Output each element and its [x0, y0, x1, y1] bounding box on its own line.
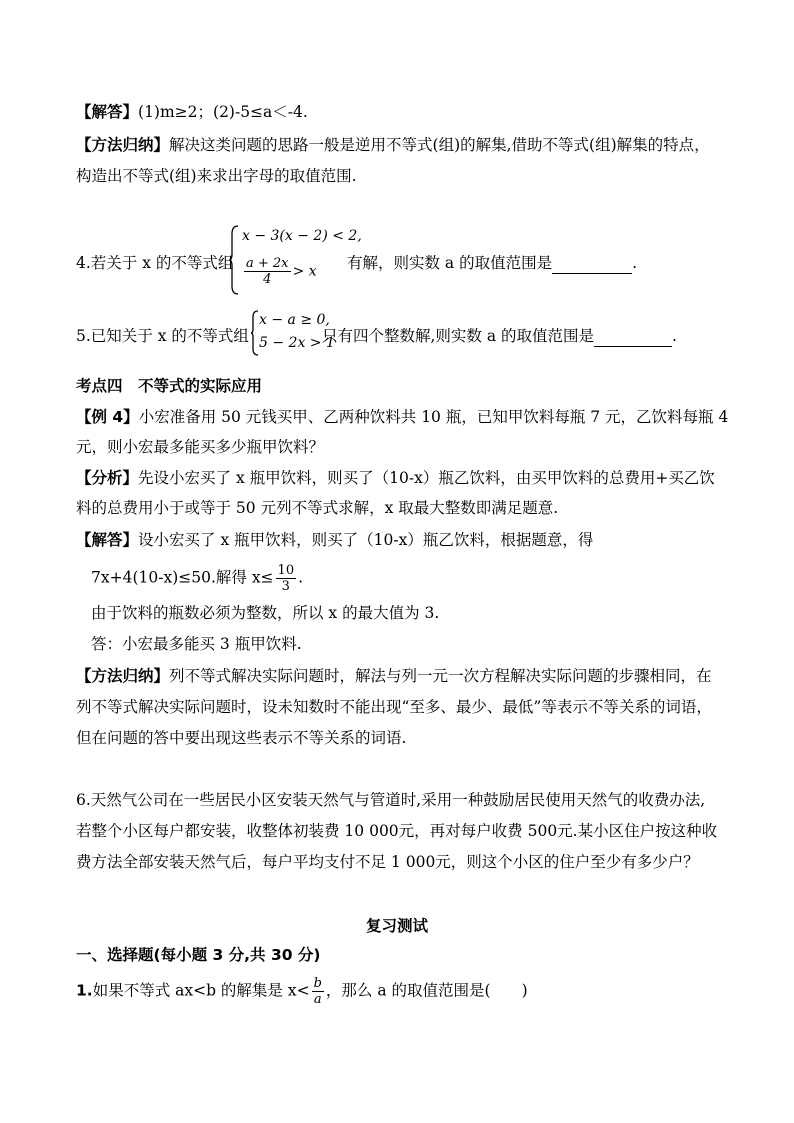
- method-summary-2-line-2: 列不等式解决实际问题时，设未知数时不能出现“至多、最少、最低”等表示不等关系的词语，: [76, 698, 712, 716]
- solution-fraction: $\frac{10}{3}$: [277, 563, 295, 594]
- q4-eq2-rest: > x: [292, 263, 317, 280]
- method-summary-1-line-2: 构造出不等式(组)来求出字母的取值范围.: [76, 167, 357, 185]
- example-4-line-2: 元，则小宏最多能买多少瓶甲饮料？: [76, 438, 325, 456]
- method-summary-2-line-1: 【方法归纳】列不等式解决实际问题时，解法与列一元一次方程解决实际问题的步骤相同，在: [76, 667, 712, 685]
- solution-line-3: 由于饮料的瓶数必须为整数，所以 x 的最大值为 3.: [91, 604, 440, 622]
- question-6-line-1: 6.天然气公司在一些居民小区安装天然气与管道时,采用一种鼓励居民使用天然气的收费办法,: [76, 791, 706, 809]
- solution-inequality: 7x+4(10-x)≤50.解得 x≤ $\frac{10}{3}$ .: [91, 563, 304, 594]
- example-4-line-1: 【例 4】小宏准备用 50 元钱买甲、乙两种饮料共 10 瓶，已知甲饮料每瓶 7 元，乙饮料每瓶 4: [76, 408, 729, 426]
- q5-eq2: 5 − 2x > 1: [259, 335, 335, 351]
- analysis-line-1: 【分析】先设小宏买了 x 瓶甲饮料，则买了（10-x）瓶乙饮料，由买甲饮料的总费用+买乙饮: [76, 469, 715, 487]
- review-test-title: 复习测试: [365, 917, 428, 935]
- method-summary-1-line-1: [76, 135, 710, 155]
- solution-line-1: 【解答】设小宏买了 x 瓶甲饮料，则买了（10-x）瓶乙饮料，根据题意，得: [76, 531, 594, 549]
- question-5-prefix: 5.已知关于 x 的不等式组: [76, 327, 249, 345]
- question-6-line-2: 若整个小区每户都安装，收整体初装费 10 000元，再对每户收费 500元.某小区住户按这种收: [76, 822, 718, 840]
- q4-answer-blank[interactable]: [552, 253, 632, 274]
- analysis-tag: 【分析】: [76, 469, 139, 487]
- example-tag: 【例 4】: [76, 408, 139, 426]
- q5-eq1: x − a ≥ 0,: [259, 312, 330, 328]
- topic-4-heading: 考点四 不等式的实际应用: [76, 377, 263, 395]
- question-5-suffix: 只有四个整数解,则实数 a 的取值范围是 .: [322, 327, 677, 345]
- solution-tag: 【解答】: [76, 531, 139, 549]
- answer-line: [76, 102, 308, 122]
- review-question-1: 1.如果不等式 ax<b 的解集是 x< $\frac{b}{a}$ ，那么 a 的取值范围是( ): [76, 976, 528, 1007]
- method-tag-2: 【方法归纳】: [76, 667, 170, 685]
- question-4-prefix: 4.若关于 x 的不等式组: [76, 254, 234, 272]
- question-4-suffix: 有解，则实数 a 的取值范围是 .: [347, 254, 638, 272]
- q5-answer-blank[interactable]: [594, 326, 672, 347]
- method-summary-2-line-3: 但在问题的答中要出现这些表示不等关系的词语.: [76, 729, 407, 747]
- q1-fraction: $\frac{b}{a}$: [313, 976, 322, 1007]
- brace-q4: [228, 224, 240, 296]
- method-tag: 【方法归纳】: [76, 136, 170, 154]
- answer-tag: 【解答】: [76, 103, 139, 121]
- method-text: 解决这类问题的思路一般是逆用不等式(组)的解集,借助不等式(组)解集的特点，: [169, 136, 710, 154]
- q4-eq1: x − 3(x − 2) < 2,: [242, 228, 362, 244]
- q4-fraction: $\frac{a + 2x}{4}$: [246, 256, 289, 287]
- question-6-line-3: 费方法全部安装天然气后，每户平均支付不足 1 000元，则这个小区的住户至少有多少户？: [76, 853, 699, 871]
- section-heading: 一、选择题(每小题 3 分,共 30 分): [76, 946, 321, 964]
- q4-eq2: [242, 256, 317, 287]
- analysis-line-2: 料的总费用小于或等于 50 元列不等式求解，x 取最大整数即满足题意.: [76, 499, 559, 517]
- solution-answer: 答：小宏最多能买 3 瓶甲饮料.: [91, 635, 302, 653]
- answer-text: (1)m≥2；(2)-5≤a＜-4.: [138, 103, 308, 121]
